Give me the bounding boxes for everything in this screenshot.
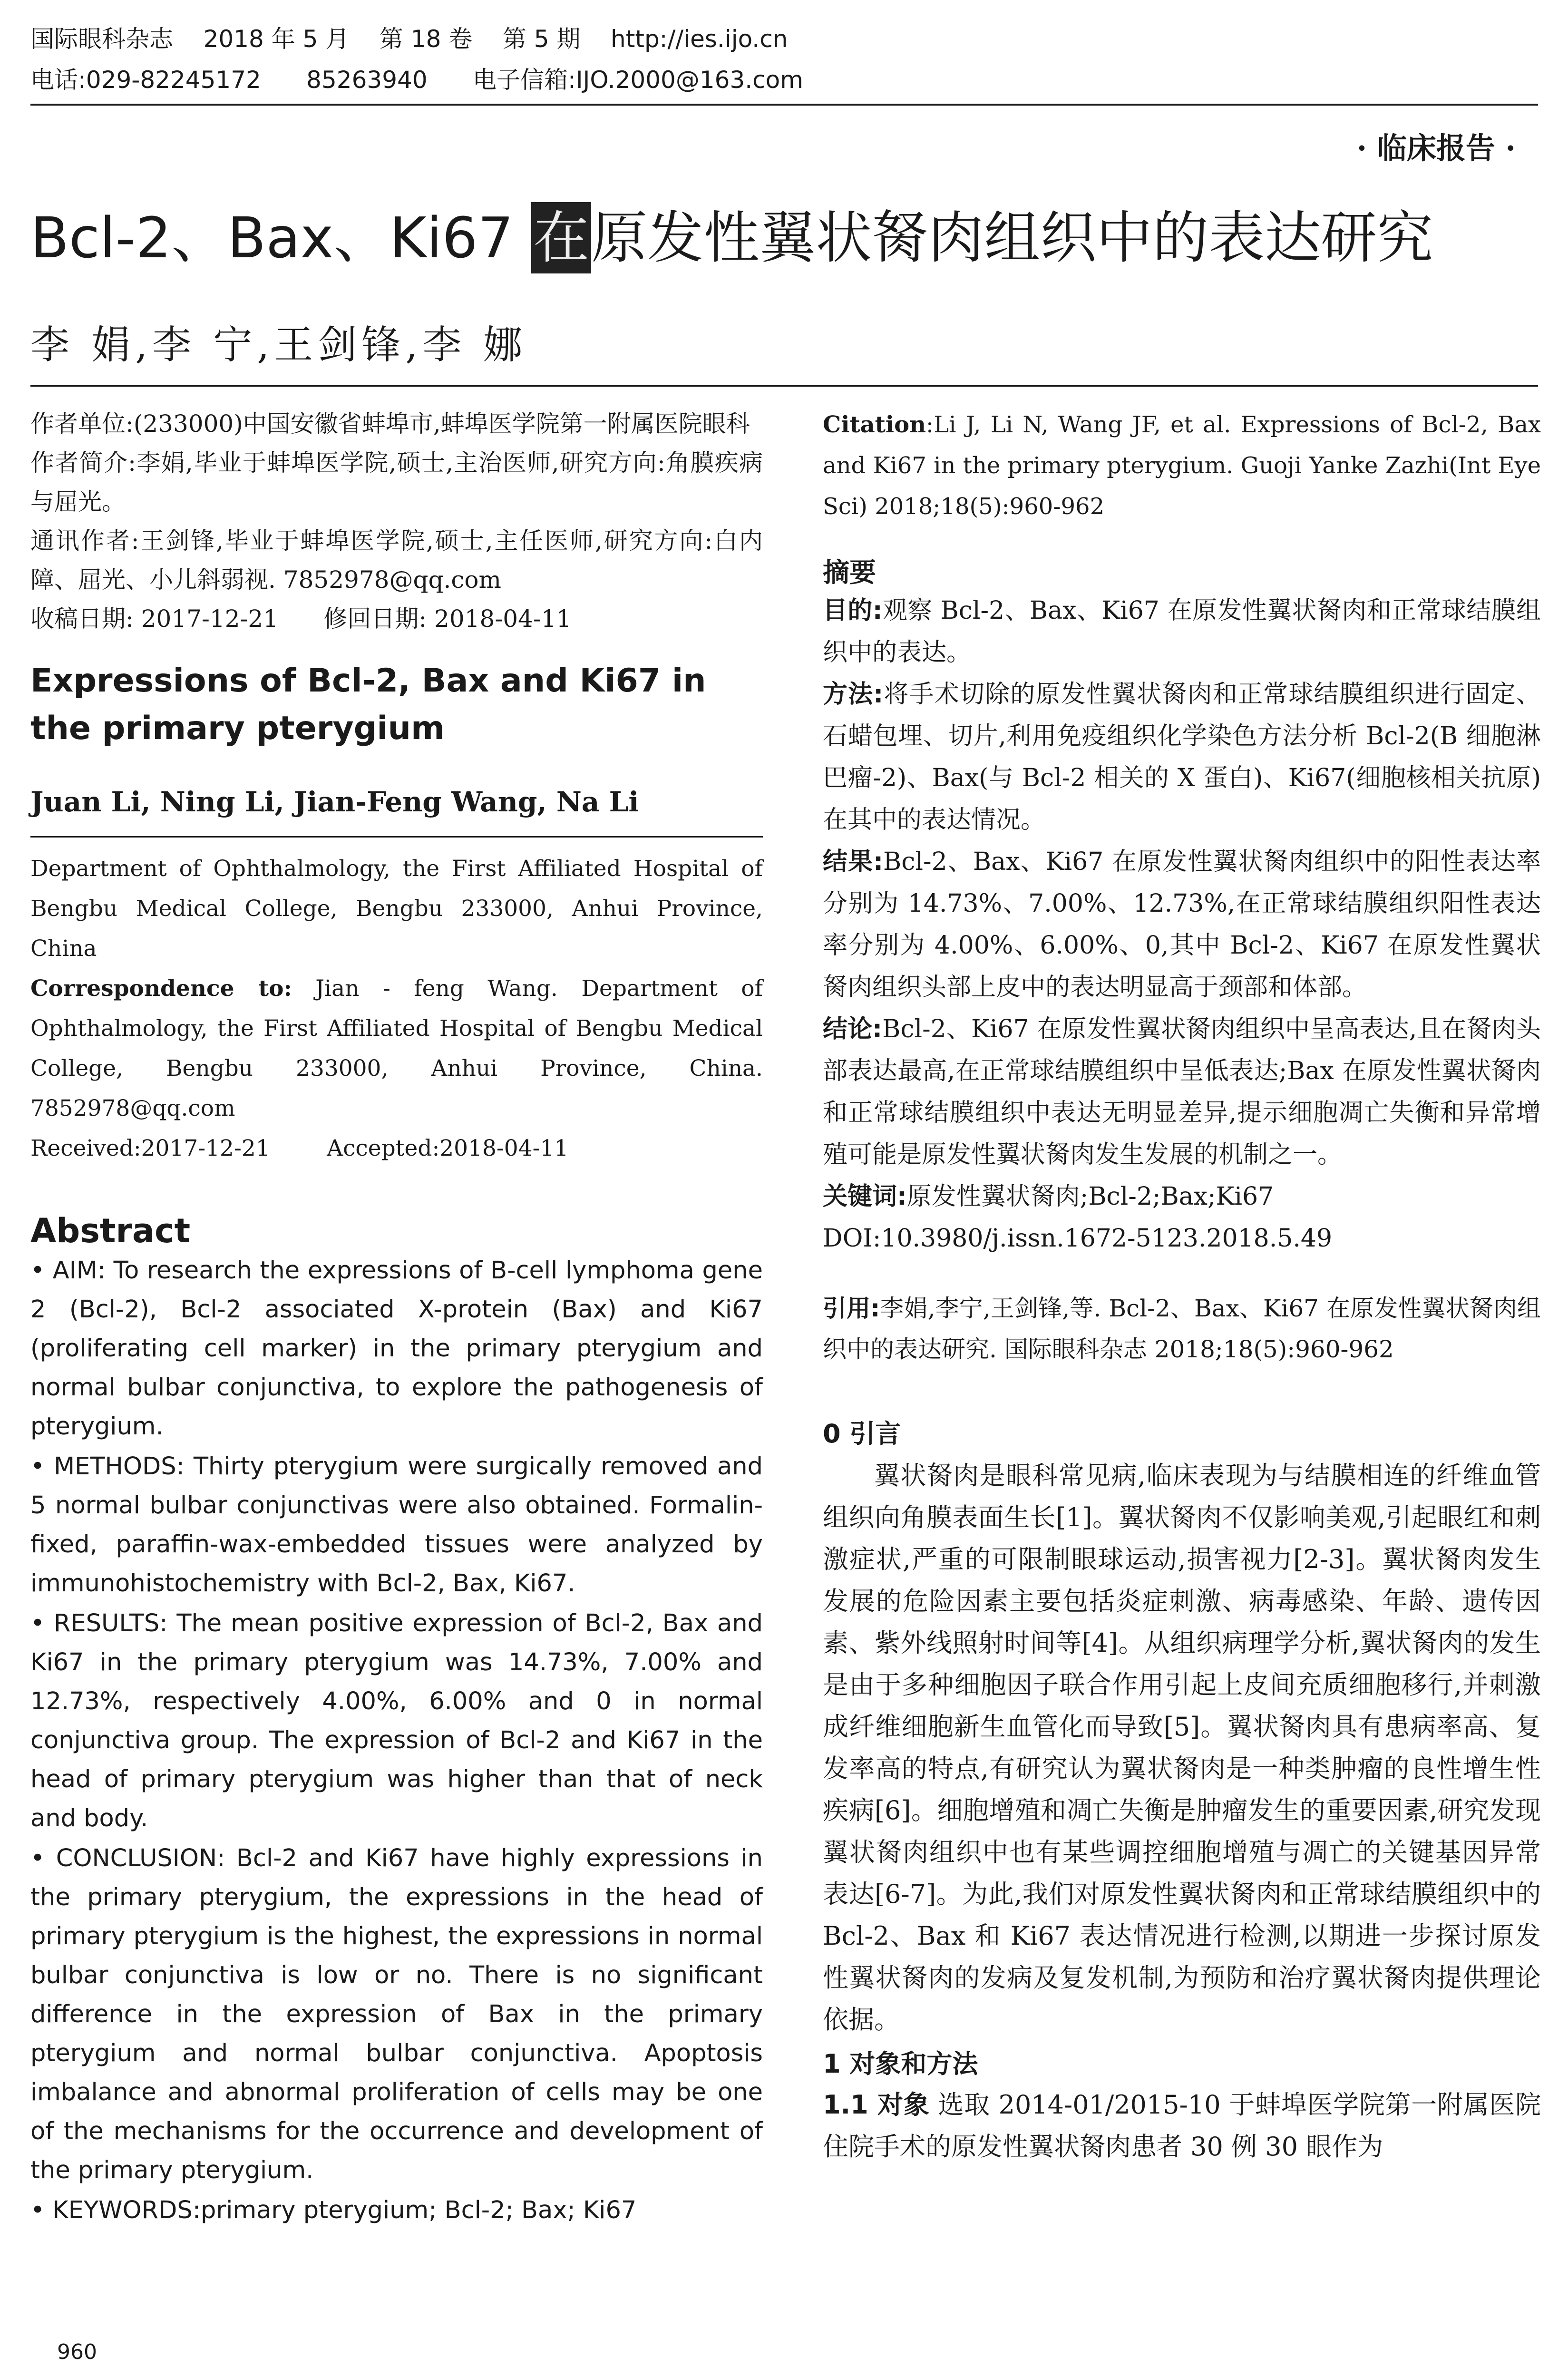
abstract-conclusion: • CONCLUSION: Bcl-2 and Ki67 have highly expressions in the primary pterygium, the expressions in the head of primary pterygium is the highest, the expressions in normal bulbar conjunctiva is low or no. There is no significant difference in the expression of Bax in the primary pterygium and normal bulbar conjunctiva. Apoptosis imbalance and abnormal proliferation of cells may be one of the mechanisms for the occurrence and development of the primary pterygium. xyxy=(30,1844,763,2184)
zhaiyao-conclusion xyxy=(823,1008,1541,1176)
article-title xyxy=(30,202,1433,273)
title-suffix: 原发性翼状胬肉组织中的表达研究 xyxy=(591,205,1433,271)
page-number: 960 xyxy=(57,2340,97,2364)
correspondence-label: Correspondence to: xyxy=(30,975,292,1002)
english-authors-divider xyxy=(30,836,763,838)
results-label: 结果: xyxy=(823,848,884,876)
title-divider xyxy=(30,385,1538,387)
left-column xyxy=(30,404,763,2230)
doi-text: DOI:10.3980/j.issn.1672-5123.2018.5.49 xyxy=(823,1224,1333,1253)
citation-label: Citation xyxy=(823,411,926,438)
conclusion-label: 结论: xyxy=(823,1015,883,1043)
methods-subjects-paragraph xyxy=(823,2084,1541,2168)
title-prefix: Bcl-2、Bax、Ki67 xyxy=(30,205,532,271)
author-affiliation: 作者单位:(233000)中国安徽省蚌埠市,蚌埠医学院第一附属医院眼科 xyxy=(30,410,750,438)
methods-label: 方法: xyxy=(823,680,884,709)
results-text: Bcl-2、Bax、Ki67 在原发性翼状胬肉组织中的阳性表达率分别为 14.73%、7.00%、12.73%,在正常球结膜组织阳性表达率分别为 4.00%、6.00%、0,其中 Bcl-2、Ki67 在原发性翼状胬肉组织头部上皮中的表达明显高于颈部和体部。 xyxy=(823,848,1541,1002)
keywords-text: 原发性翼状胬肉;Bcl-2;Bax;Ki67 xyxy=(906,1182,1274,1211)
zhaiyao-objective xyxy=(823,590,1541,673)
methods-text: 将手术切除的原发性翼状胬肉和正常球结膜组织进行固定、石蜡包埋、切片,利用免疫组织化学染色方法分析 Bcl-2(B 细胞淋巴瘤-2)、Bax(与 Bcl-2 相关的 X 蛋白)、Ki67(细胞核相关抗原)在其中的表达情况。 xyxy=(823,680,1541,834)
objective-text: 观察 Bcl-2、Bax、Ki67 在原发性翼状胬肉和正常球结膜组织中的表达。 xyxy=(823,596,1541,667)
subjects-text: 选取 2014-01/2015-10 于蚌埠医学院第一附属医院住院手术的原发性翼状胬肉患者 30 例 30 眼作为 xyxy=(823,2090,1541,2162)
chinese-citation xyxy=(823,1288,1541,1370)
intro-paragraph: 翼状胬肉是眼科常见病,临床表现为与结膜相连的纤维血管组织向角膜表面生长[1]。翼状胬肉不仅影响美观,引起眼红和刺激症状,严重的可限制眼球运动,损害视力[2-3]。翼状胬肉发生发展的危险因素主要包括炎症刺激、病毒感染、年龄、遗传因素、紫外线照射时间等[4]。从组织病理学分析,翼状胬肉的发生是由于多种细胞因子联合作用引起上皮间充质细胞移行,并刺激成纤维细胞新生血管化而导致[5]。翼状胬肉具有患病率高、复发率高的特点,有研究认为翼状胬肉是一种类肿瘤的良性增生性疾病[6]。细胞增殖和凋亡失衡是肿瘤发生的重要因素,研究发现翼状胬肉组织中也有某些调控细胞增殖与凋亡的关键基因异常表达[6-7]。为此,我们对原发性翼状胬肉和正常球结膜组织中的 Bcl-2、Bax 和 Ki67 表达情况进行检测,以期进一步探讨原发性翼状胬肉的发病及复发机制,为预防和治疗翼状胬肉提供理论依据。 xyxy=(823,1461,1541,2035)
header-divider xyxy=(30,104,1538,106)
english-citation xyxy=(823,404,1541,527)
author-bio: 作者简介:李娟,毕业于蚌埠医学院,硕士,主治医师,研究方向:角膜疾病与屈光。 xyxy=(30,449,763,516)
intro-heading: 0 引言 xyxy=(823,1419,901,1449)
zhaiyao-methods xyxy=(823,673,1541,841)
abstract-keywords: • KEYWORDS:primary pterygium; Bcl-2; Bax; Ki67 xyxy=(30,2196,637,2224)
doi xyxy=(823,1218,1541,1259)
journal-header-line1: 国际眼科杂志 2018 年 5 月 第 18 卷 第 5 期 http://ies.ijo.cn xyxy=(30,25,788,53)
abstract-aim: • AIM: To research the expressions of B-cell lymphoma gene 2 (Bcl-2), Bcl-2 associated X-protein (Bax) and Ki67 (proliferating cell marker) in the primary pterygium and normal bulbar conjunctiva, to explore the pathogenesis of pterygium. xyxy=(30,1257,763,1441)
correspondence-text: Jian - feng Wang. Department of Ophthalmology, the First Affiliated Hospital of Bengbu Medical College, Bengbu 233000, Anhui Province, China. 7852978@qq.com xyxy=(30,975,763,1121)
right-column xyxy=(823,404,1541,2168)
keywords-label: 关键词: xyxy=(823,1182,907,1211)
chinese-abstract-heading: 摘要 xyxy=(823,557,876,588)
cite-cn-text: 李娟,李宁,王剑锋,等. Bcl-2、Bax、Ki67 在原发性翼状胬肉组织中的表达研究. 国际眼科杂志 2018;18(5):960-962 xyxy=(823,1295,1541,1363)
received-accepted-dates: Received:2017-12-21 Accepted:2018-04-11 xyxy=(30,1135,569,1161)
received-dates-cn: 收稿日期: 2017-12-21 修回日期: 2018-04-11 xyxy=(30,605,572,633)
abstract-results: • RESULTS: The mean positive expression of Bcl-2, Bax and Ki67 in the primary pterygium was 14.73%, 7.00% and 12.73%, respectively 4.00%, 6.00% and 0 in normal conjunctiva group. The expression of Bcl-2 and Ki67 in the head of primary pterygium was higher than that of neck and body. xyxy=(30,1609,763,1832)
section-label: · 临床报告 · xyxy=(1356,131,1516,166)
english-authors: Juan Li, Ning Li, Jian-Feng Wang, Na Li xyxy=(30,786,639,818)
english-affiliation: Department of Ophthalmology, the First Affiliated Hospital of Bengbu Medical College, Bengbu 233000, Anhui Province, China xyxy=(30,856,763,962)
english-title: Expressions of Bcl-2, Bax and Ki67 in the primary pterygium xyxy=(30,662,706,747)
zhaiyao-results xyxy=(823,841,1541,1008)
subjects-label: 1.1 对象 xyxy=(823,2090,930,2120)
methods-heading: 1 对象和方法 xyxy=(823,2049,978,2079)
corresponding-author: 通讯作者:王剑锋,毕业于蚌埠医学院,硕士,主任医师,研究方向:白内障、屈光、小儿斜弱视. 7852978@qq.com xyxy=(30,527,763,594)
conclusion-text: Bcl-2、Ki67 在原发性翼状胬肉组织中呈高表达,且在胬肉头部表达最高,在正常球结膜组织中呈低表达;Bax 在原发性翼状胬肉和正常球结膜组织中表达无明显差异,提示细胞凋亡失衡和异常增殖可能是原发性翼状胬肉发生发展的机制之一。 xyxy=(823,1015,1541,1169)
abstract-heading: Abstract xyxy=(30,1211,191,1250)
cite-cn-label: 引用: xyxy=(823,1295,880,1322)
english-correspondence xyxy=(30,969,763,1129)
journal-header-line2: 电话:029-82245172 85263940 电子信箱:IJO.2000@163.com xyxy=(30,66,803,94)
objective-label: 目的: xyxy=(823,596,883,625)
zhaiyao-keywords xyxy=(823,1176,1541,1218)
author-list: 李 娟,李 宁,王剑锋,李 娜 xyxy=(30,322,527,368)
title-highlighted-char: 在 xyxy=(531,202,591,273)
citation-text: :Li J, Li N, Wang JF, et al. Expressions of Bcl-2, Bax and Ki67 in the primary pterygium. Guoji Yanke Zazhi(Int Eye Sci) 2018;18(5):960-962 xyxy=(823,411,1541,520)
abstract-methods: • METHODS: Thirty pterygium were surgically removed and 5 normal bulbar conjunctivas were also obtained. Formalin-fixed, paraffin-wax-embedded tissues were analyzed by immunohistochemistry with Bcl-2, Bax, Ki67. xyxy=(30,1452,763,1598)
